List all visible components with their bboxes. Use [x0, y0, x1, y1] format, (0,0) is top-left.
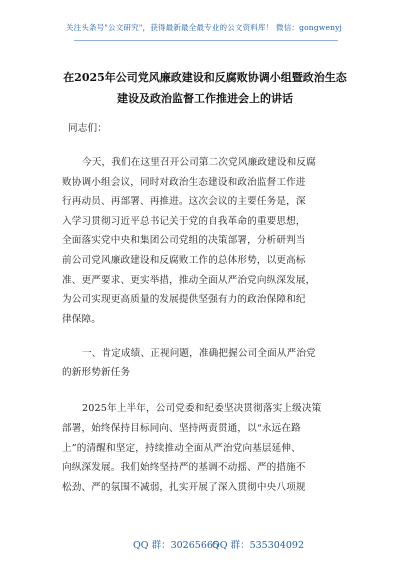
body-line: 准、更严要求、更实举措，推动全面从严治党向纵深发展， [62, 275, 316, 286]
qq-group-left: QQ 群：30265665 [133, 540, 219, 551]
title-line-1: 在2025年公司党风廉政建设和反腐败协调小组暨政治生态 [63, 71, 347, 84]
body-line: 入学习贯彻习近平总书记关于党的自我革命的重要思想， [62, 216, 306, 227]
header-divider [74, 40, 338, 41]
qq-group-right: QQ 群：535304092 [212, 540, 304, 551]
footer [0, 537, 408, 551]
document-title [56, 67, 354, 109]
salutation: 同志们： [68, 123, 107, 134]
body-line: 全面落实党中央和集团公司党组的决策部署，分析研判当 [62, 235, 306, 246]
title-line-2: 建设及政治监督工作推进会上的讲话 [117, 92, 293, 105]
body-line: 为公司实现更高质量的发展提供坚强有力的政治保障和纪 [62, 294, 306, 305]
body-line: 2025年上半年，公司党委和纪委坚决贯彻落实上级决策 [82, 403, 322, 414]
body-line: 向纵深发展。我们始终坚持严的基调不动摇、严的措施不 [62, 462, 306, 473]
body-line: 行再动员、再部署、再推进。这次会议的主要任务是，深 [62, 196, 306, 207]
body-line: 上”的清醒和坚定，持续推动全面从严治党向基层延伸、 [62, 443, 301, 454]
body-line: 律保障。 [62, 314, 101, 325]
section-heading: 的新形势新任务 [62, 367, 131, 378]
header-banner: 关注头条号"公文研究"，获得最新最全最专业的公文资料库！ 微信：gongwenyj [65, 23, 343, 32]
section-heading: 一、肯定成绩、正视问题，准确把握公司全面从严治党 [82, 348, 316, 359]
body-line: 今天，我们在这里召开公司第二次党风廉政建设和反腐 [82, 157, 316, 168]
body-line: 前公司党风廉政建设和反腐败工作的总体形势，以更高标 [62, 255, 306, 266]
body-line: 松劲、严的氛围不减弱，扎实开展了深入贯彻中央八项规 [62, 482, 306, 493]
body-line: 败协调小组会议，同时对政治生态建设和政治监督工作进 [62, 177, 306, 188]
body-line: 部署，始终保持目标同向、坚持两责贯通，以“永远在路 [62, 423, 301, 434]
